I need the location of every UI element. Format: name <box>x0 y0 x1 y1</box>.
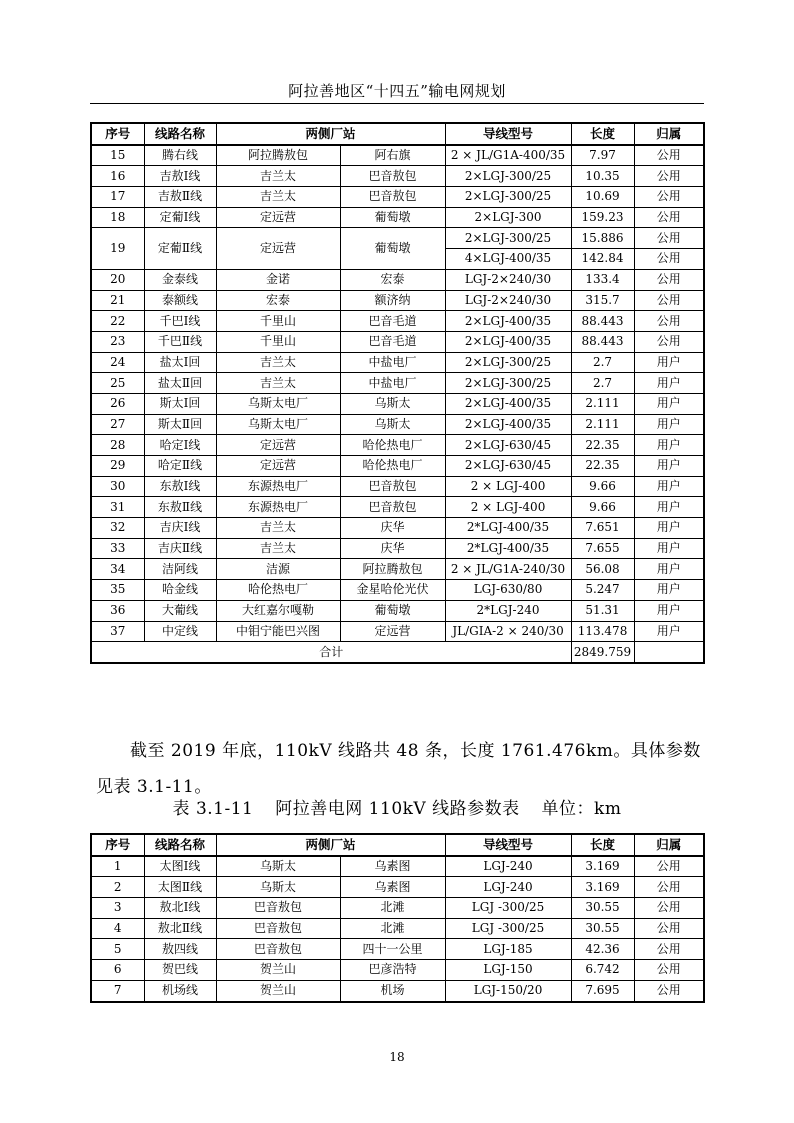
cell-owner: 用户 <box>634 538 704 559</box>
col-header-conductor: 导线型号 <box>445 834 571 856</box>
cell-to: 巴音敖包 <box>340 187 445 208</box>
cell-conductor: 2 × LGJ-400 <box>445 476 571 497</box>
table-row <box>91 600 704 621</box>
cell-to: 哈伦热电厂 <box>340 456 445 477</box>
cell-conductor: JL/GIA-2 × 240/30 <box>445 621 571 642</box>
cell-name: 大葡线 <box>144 600 216 621</box>
total-owner-empty <box>634 642 704 663</box>
cell-length: 2.7 <box>571 373 634 394</box>
cell-from: 吉兰太 <box>216 518 340 539</box>
cell-no: 34 <box>91 559 144 580</box>
cell-from: 乌斯太 <box>216 877 340 898</box>
cell-from: 吉兰太 <box>216 373 340 394</box>
cell-length: 22.35 <box>571 435 634 456</box>
cell-to: 庆华 <box>340 538 445 559</box>
col-header-length: 长度 <box>571 834 634 856</box>
cell-conductor: LGJ-240 <box>445 877 571 898</box>
cell-owner: 公用 <box>634 290 704 311</box>
cell-length: 42.36 <box>571 939 634 960</box>
table-row <box>91 187 704 208</box>
cell-no: 22 <box>91 311 144 332</box>
table-row <box>91 331 704 352</box>
cell-from: 定远营 <box>216 207 340 228</box>
cell-name: 贺巴线 <box>144 960 216 981</box>
cell-name: 东敖Ⅱ线 <box>144 497 216 518</box>
cell-length: 88.443 <box>571 331 634 352</box>
cell-length: 9.66 <box>571 497 634 518</box>
cell-no: 17 <box>91 187 144 208</box>
cell-to: 机场 <box>340 980 445 1001</box>
cell-name: 定葡Ⅰ线 <box>144 207 216 228</box>
cell-from: 巴音敖包 <box>216 918 340 939</box>
cell-length: 10.35 <box>571 166 634 187</box>
cell-length: 113.478 <box>571 621 634 642</box>
cell-conductor: 2×LGJ-300 <box>445 207 571 228</box>
cell-owner: 公用 <box>634 249 704 270</box>
cell-conductor: 2×LGJ-300/25 <box>445 228 571 249</box>
cell-no: 35 <box>91 580 144 601</box>
cell-from: 吉兰太 <box>216 352 340 373</box>
cell-from: 吉兰太 <box>216 187 340 208</box>
cell-owner: 用户 <box>634 456 704 477</box>
running-header: 阿拉善地区“十四五”输电网规划 <box>288 82 506 100</box>
cell-to: 中盐电厂 <box>340 352 445 373</box>
table-header-row <box>91 123 704 145</box>
cell-conductor: 4×LGJ-400/35 <box>445 249 571 270</box>
table-row <box>91 559 704 580</box>
cell-conductor: 2*LGJ-240 <box>445 600 571 621</box>
cell-name: 千巴Ⅱ线 <box>144 331 216 352</box>
cell-no: 19 <box>91 228 144 269</box>
cell-owner: 公用 <box>634 331 704 352</box>
cell-from: 哈伦热电厂 <box>216 580 340 601</box>
cell-conductor: LGJ-240 <box>445 856 571 877</box>
cell-no: 32 <box>91 518 144 539</box>
cell-from: 贺兰山 <box>216 960 340 981</box>
cell-from: 东源热电厂 <box>216 497 340 518</box>
cell-length: 133.4 <box>571 269 634 290</box>
cell-name: 吉庆Ⅰ线 <box>144 518 216 539</box>
col-header-stations: 两侧厂站 <box>216 123 445 145</box>
cell-owner: 公用 <box>634 856 704 877</box>
cell-length: 30.55 <box>571 918 634 939</box>
page-number: 18 <box>389 1050 405 1064</box>
table-row <box>91 538 704 559</box>
cell-to: 中盐电厂 <box>340 373 445 394</box>
table1-body-a <box>91 145 704 228</box>
cell-no: 31 <box>91 497 144 518</box>
table-row <box>91 518 704 539</box>
cell-name: 中定线 <box>144 621 216 642</box>
cell-no: 36 <box>91 600 144 621</box>
cell-conductor: LGJ -300/25 <box>445 898 571 919</box>
cell-from: 巴音敖包 <box>216 939 340 960</box>
cell-name: 哈金线 <box>144 580 216 601</box>
cell-from: 乌斯太 <box>216 856 340 877</box>
cell-no: 15 <box>91 145 144 166</box>
col-header-name: 线路名称 <box>144 834 216 856</box>
cell-conductor: LGJ-150/20 <box>445 980 571 1001</box>
table-row <box>91 939 704 960</box>
cell-length: 3.169 <box>571 877 634 898</box>
cell-from: 吉兰太 <box>216 538 340 559</box>
cell-from: 中钼宁能巴兴图 <box>216 621 340 642</box>
cell-to: 乌斯太 <box>340 414 445 435</box>
cell-length: 3.169 <box>571 856 634 877</box>
line-table-220kv-continued <box>90 122 705 664</box>
cell-length: 10.69 <box>571 187 634 208</box>
cell-from: 定远营 <box>216 228 340 269</box>
col-header-length: 长度 <box>571 123 634 145</box>
cell-owner: 用户 <box>634 600 704 621</box>
cell-length: 315.7 <box>571 290 634 311</box>
table-row <box>91 435 704 456</box>
cell-owner: 用户 <box>634 559 704 580</box>
cell-to: 乌斯太 <box>340 393 445 414</box>
cell-no: 16 <box>91 166 144 187</box>
cell-no: 24 <box>91 352 144 373</box>
col-header-owner: 归属 <box>634 834 704 856</box>
cell-from: 东源热电厂 <box>216 476 340 497</box>
cell-name: 机场线 <box>144 980 216 1001</box>
cell-length: 7.97 <box>571 145 634 166</box>
line-table-110kv <box>90 833 705 1003</box>
cell-conductor: 2 × JL/G1A-400/35 <box>445 145 571 166</box>
cell-no: 7 <box>91 980 144 1001</box>
cell-name: 盐太Ⅱ回 <box>144 373 216 394</box>
table-caption <box>90 794 704 819</box>
cell-owner: 公用 <box>634 187 704 208</box>
cell-owner: 公用 <box>634 980 704 1001</box>
table-row <box>91 497 704 518</box>
table-row <box>91 373 704 394</box>
cell-no: 4 <box>91 918 144 939</box>
cell-owner: 用户 <box>634 352 704 373</box>
table-row <box>91 166 704 187</box>
cell-to: 巴彦浩特 <box>340 960 445 981</box>
cell-conductor: 2×LGJ-400/35 <box>445 393 571 414</box>
cell-length: 5.247 <box>571 580 634 601</box>
cell-no: 20 <box>91 269 144 290</box>
cell-length: 51.31 <box>571 600 634 621</box>
cell-owner: 公用 <box>634 207 704 228</box>
cell-from: 阿拉腾敖包 <box>216 145 340 166</box>
cell-owner: 公用 <box>634 166 704 187</box>
cell-to: 定远营 <box>340 621 445 642</box>
table-row <box>91 898 704 919</box>
cell-conductor: LGJ-185 <box>445 939 571 960</box>
cell-from: 宏泰 <box>216 290 340 311</box>
cell-conductor: 2×LGJ-300/25 <box>445 166 571 187</box>
table-row <box>91 580 704 601</box>
caption-number: 表 3.1-11 <box>172 799 254 819</box>
cell-owner: 用户 <box>634 373 704 394</box>
cell-no: 5 <box>91 939 144 960</box>
cell-owner: 用户 <box>634 580 704 601</box>
cell-to: 北滩 <box>340 898 445 919</box>
cell-from: 大红嘉尔嘎勒 <box>216 600 340 621</box>
cell-name: 金泰线 <box>144 269 216 290</box>
cell-from: 贺兰山 <box>216 980 340 1001</box>
cell-no: 1 <box>91 856 144 877</box>
cell-conductor: LGJ -300/25 <box>445 918 571 939</box>
cell-to: 北滩 <box>340 918 445 939</box>
cell-from: 定远营 <box>216 435 340 456</box>
cell-to: 巴音敖包 <box>340 166 445 187</box>
cell-name: 千巴Ⅰ线 <box>144 311 216 332</box>
cell-length: 2.111 <box>571 414 634 435</box>
cell-length: 88.443 <box>571 311 634 332</box>
cell-conductor: 2×LGJ-300/25 <box>445 352 571 373</box>
table-row <box>91 311 704 332</box>
cell-to: 额济纳 <box>340 290 445 311</box>
cell-name: 哈定Ⅰ线 <box>144 435 216 456</box>
col-header-owner: 归属 <box>634 123 704 145</box>
cell-conductor: LGJ-2×240/30 <box>445 290 571 311</box>
caption-title: 阿拉善电网 110kV 线路参数表 <box>275 799 520 819</box>
table2-body <box>91 856 704 1002</box>
cell-no: 37 <box>91 621 144 642</box>
cell-name: 太图Ⅱ线 <box>144 877 216 898</box>
cell-no: 21 <box>91 290 144 311</box>
cell-length: 7.651 <box>571 518 634 539</box>
cell-conductor: 2×LGJ-400/35 <box>445 414 571 435</box>
cell-owner: 用户 <box>634 621 704 642</box>
cell-conductor: 2 × JL/G1A-240/30 <box>445 559 571 580</box>
cell-to: 宏泰 <box>340 269 445 290</box>
cell-to: 乌素图 <box>340 856 445 877</box>
table-row <box>91 456 704 477</box>
cell-length: 22.35 <box>571 456 634 477</box>
cell-no: 3 <box>91 898 144 919</box>
cell-length: 7.655 <box>571 538 634 559</box>
col-header-no: 序号 <box>91 123 144 145</box>
cell-owner: 用户 <box>634 393 704 414</box>
cell-length: 6.742 <box>571 960 634 981</box>
cell-to: 四十一公里 <box>340 939 445 960</box>
cell-to: 葡萄墩 <box>340 600 445 621</box>
cell-no: 27 <box>91 414 144 435</box>
cell-no: 26 <box>91 393 144 414</box>
cell-owner: 用户 <box>634 414 704 435</box>
cell-to: 阿拉腾敖包 <box>340 559 445 580</box>
table1-row-19 <box>91 228 704 269</box>
col-header-name: 线路名称 <box>144 123 216 145</box>
cell-owner: 公用 <box>634 877 704 898</box>
cell-owner: 公用 <box>634 311 704 332</box>
cell-to: 巴音敖包 <box>340 476 445 497</box>
cell-from: 乌斯太电厂 <box>216 414 340 435</box>
cell-from: 巴音敖包 <box>216 898 340 919</box>
cell-name: 洁阿线 <box>144 559 216 580</box>
cell-no: 30 <box>91 476 144 497</box>
cell-conductor: 2×LGJ-300/25 <box>445 187 571 208</box>
cell-to: 庆华 <box>340 518 445 539</box>
table-header-row <box>91 834 704 856</box>
cell-no: 33 <box>91 538 144 559</box>
cell-conductor: LGJ-2×240/30 <box>445 269 571 290</box>
cell-length: 15.886 <box>571 228 634 249</box>
cell-from: 乌斯太电厂 <box>216 393 340 414</box>
cell-name: 定葡Ⅱ线 <box>144 228 216 269</box>
cell-conductor: 2×LGJ-400/35 <box>445 311 571 332</box>
cell-to: 巴音毛道 <box>340 331 445 352</box>
table-row <box>91 207 704 228</box>
cell-name: 敖北Ⅰ线 <box>144 898 216 919</box>
table-row <box>91 856 704 877</box>
col-header-stations: 两侧厂站 <box>216 834 445 856</box>
col-header-conductor: 导线型号 <box>445 123 571 145</box>
cell-to: 巴音毛道 <box>340 311 445 332</box>
cell-no: 6 <box>91 960 144 981</box>
cell-length: 9.66 <box>571 476 634 497</box>
cell-conductor: LGJ-150 <box>445 960 571 981</box>
table-row <box>91 393 704 414</box>
cell-name: 吉敖Ⅱ线 <box>144 187 216 208</box>
cell-length: 159.23 <box>571 207 634 228</box>
cell-no: 25 <box>91 373 144 394</box>
cell-to: 葡萄墩 <box>340 207 445 228</box>
cell-name: 腾右线 <box>144 145 216 166</box>
cell-conductor: 2×LGJ-630/45 <box>445 435 571 456</box>
cell-owner: 公用 <box>634 898 704 919</box>
header-rule <box>90 103 704 104</box>
cell-conductor: 2×LGJ-630/45 <box>445 456 571 477</box>
cell-owner: 用户 <box>634 518 704 539</box>
cell-name: 太图Ⅰ线 <box>144 856 216 877</box>
table1-tail <box>91 621 704 663</box>
cell-from: 千里山 <box>216 311 340 332</box>
body-paragraph: 截至 2019 年底，110kV 线路共 48 条，长度 1761.476km。具体参数见表 3.1-11。 <box>96 741 701 797</box>
cell-owner: 公用 <box>634 145 704 166</box>
cell-to: 乌素图 <box>340 877 445 898</box>
cell-from: 吉兰太 <box>216 166 340 187</box>
caption-unit: 单位：km <box>541 799 622 819</box>
cell-name: 敖四线 <box>144 939 216 960</box>
cell-conductor: LGJ-630/80 <box>445 580 571 601</box>
cell-length: 2.7 <box>571 352 634 373</box>
table-row <box>91 352 704 373</box>
cell-length: 7.695 <box>571 980 634 1001</box>
total-length: 2849.759 <box>571 642 634 663</box>
cell-to: 金星哈伦光伏 <box>340 580 445 601</box>
cell-owner: 公用 <box>634 269 704 290</box>
cell-conductor: 2×LGJ-300/25 <box>445 373 571 394</box>
cell-to: 哈伦热电厂 <box>340 435 445 456</box>
table-row <box>91 145 704 166</box>
table1-body-b <box>91 269 704 621</box>
cell-owner: 公用 <box>634 918 704 939</box>
cell-no: 23 <box>91 331 144 352</box>
cell-length: 142.84 <box>571 249 634 270</box>
cell-owner: 用户 <box>634 476 704 497</box>
cell-name: 盐太Ⅰ回 <box>144 352 216 373</box>
cell-conductor: 2×LGJ-400/35 <box>445 331 571 352</box>
cell-name: 哈定Ⅱ线 <box>144 456 216 477</box>
cell-length: 56.08 <box>571 559 634 580</box>
table-row <box>91 960 704 981</box>
table-row <box>91 414 704 435</box>
table-row <box>91 621 704 642</box>
cell-length: 30.55 <box>571 898 634 919</box>
cell-owner: 用户 <box>634 497 704 518</box>
table-row <box>91 877 704 898</box>
table-row <box>91 290 704 311</box>
cell-no: 2 <box>91 877 144 898</box>
cell-owner: 用户 <box>634 435 704 456</box>
cell-name: 吉庆Ⅱ线 <box>144 538 216 559</box>
cell-no: 18 <box>91 207 144 228</box>
cell-owner: 公用 <box>634 960 704 981</box>
table-row <box>91 918 704 939</box>
cell-name: 东敖Ⅰ线 <box>144 476 216 497</box>
table-row <box>91 476 704 497</box>
cell-owner: 公用 <box>634 228 704 249</box>
cell-length: 2.111 <box>571 393 634 414</box>
cell-name: 泰额线 <box>144 290 216 311</box>
total-label: 合计 <box>91 642 571 663</box>
cell-conductor: 2*LGJ-400/35 <box>445 538 571 559</box>
total-row <box>91 642 704 663</box>
cell-to: 葡萄墩 <box>340 228 445 269</box>
cell-no: 29 <box>91 456 144 477</box>
cell-conductor: 2 × LGJ-400 <box>445 497 571 518</box>
cell-to: 巴音敖包 <box>340 497 445 518</box>
col-header-no: 序号 <box>91 834 144 856</box>
cell-from: 金诺 <box>216 269 340 290</box>
cell-name: 斯太Ⅱ回 <box>144 414 216 435</box>
table-row <box>91 269 704 290</box>
cell-from: 洁源 <box>216 559 340 580</box>
cell-no: 28 <box>91 435 144 456</box>
cell-from: 千里山 <box>216 331 340 352</box>
cell-owner: 公用 <box>634 939 704 960</box>
table-row <box>91 228 704 249</box>
cell-name: 吉敖Ⅰ线 <box>144 166 216 187</box>
cell-name: 斯太Ⅰ回 <box>144 393 216 414</box>
cell-name: 敖北Ⅱ线 <box>144 918 216 939</box>
cell-conductor: 2*LGJ-400/35 <box>445 518 571 539</box>
cell-to: 阿右旗 <box>340 145 445 166</box>
cell-from: 定远营 <box>216 456 340 477</box>
table-row <box>91 980 704 1001</box>
